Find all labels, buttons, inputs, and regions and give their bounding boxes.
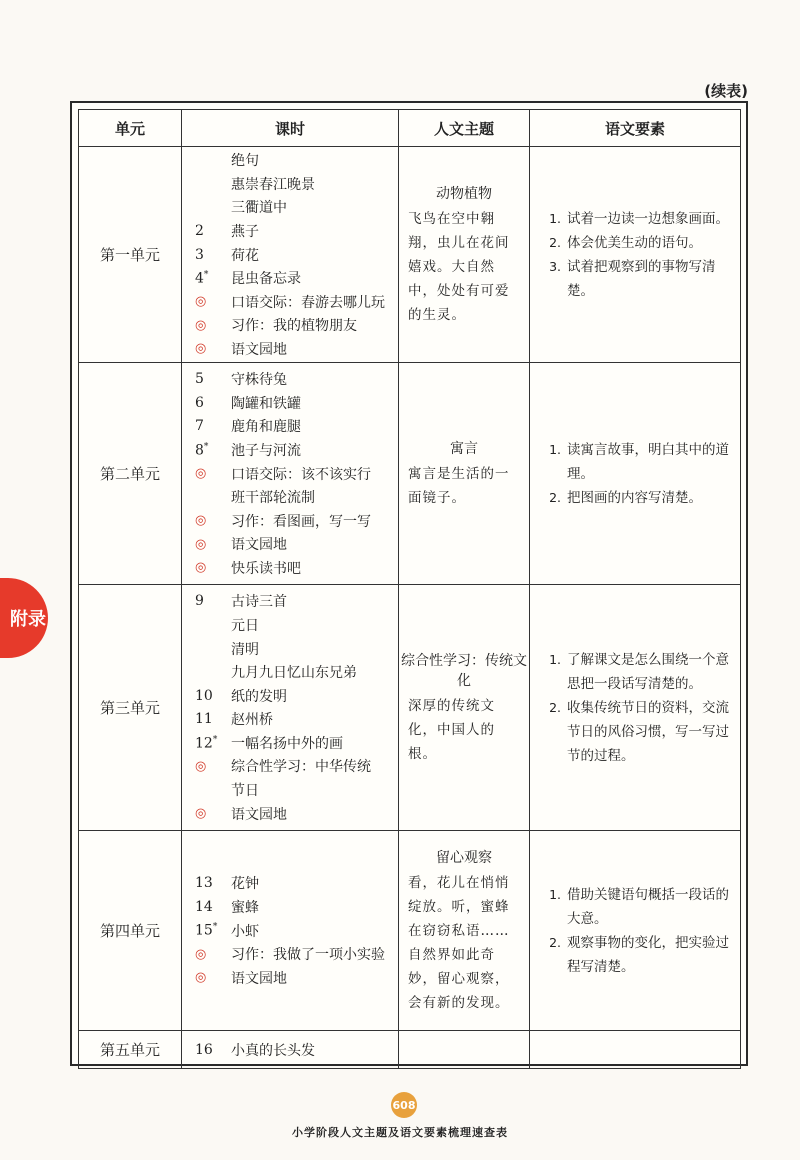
unit-row xyxy=(79,1031,741,1069)
lesson-item xyxy=(183,731,397,755)
lesson-number: 4* xyxy=(195,269,209,287)
lesson-item xyxy=(183,919,397,943)
element-number: 1. xyxy=(549,210,561,226)
lesson-title: 元日 xyxy=(231,617,259,634)
element-number: 2. xyxy=(549,699,561,715)
lesson-item xyxy=(183,966,397,990)
lesson-number: 6 xyxy=(195,394,204,411)
unit-name: 第五单元 xyxy=(79,1031,182,1069)
lesson-title: 一幅名扬中外的画 xyxy=(231,735,343,752)
lesson-item xyxy=(183,266,397,290)
element-number: 1. xyxy=(549,886,561,902)
lesson-title: 习作：看图画，写一写 xyxy=(231,513,371,530)
lesson-title: 池子与河流 xyxy=(231,442,301,459)
lesson-item xyxy=(183,708,397,732)
lesson-number: 7 xyxy=(195,418,204,435)
circle-marker-icon: ◎ xyxy=(195,970,207,986)
lesson-title: 蜜蜂 xyxy=(231,899,259,916)
header-elements: 语文要素 xyxy=(530,110,741,147)
lesson-item xyxy=(183,438,397,462)
lesson-number: 2 xyxy=(195,222,204,239)
lesson-title: 小虾 xyxy=(231,923,259,940)
elements-cell xyxy=(530,585,741,831)
lesson-item xyxy=(183,172,397,196)
circle-marker-icon: ◎ xyxy=(195,513,207,529)
element-number: 2. xyxy=(549,934,561,950)
theme-description: 寓言是生活的一面镜子。 xyxy=(408,465,510,506)
elements-cell xyxy=(530,1031,741,1069)
lesson-item xyxy=(183,290,397,314)
circle-marker-icon: ◎ xyxy=(195,806,207,822)
circle-marker-icon: ◎ xyxy=(195,946,207,962)
element-number: 1. xyxy=(549,651,561,667)
element-item xyxy=(531,438,733,486)
lesson-number: 3 xyxy=(195,246,204,263)
theme-title: 留心观察 xyxy=(436,849,492,866)
lesson-number: 5 xyxy=(195,371,204,388)
lesson-title: 赵州桥 xyxy=(231,712,273,729)
unit-name: 第三单元 xyxy=(79,585,182,831)
lesson-title: 班干部轮流制 xyxy=(231,490,315,507)
lesson-number: 15* xyxy=(195,922,218,939)
lesson-title: 绝句 xyxy=(231,153,259,170)
lesson-title: 口语交际：该不该实行 xyxy=(231,466,371,483)
circle-marker-icon: ◎ xyxy=(195,758,207,774)
curriculum-table xyxy=(78,109,741,1069)
unit-name: 第二单元 xyxy=(79,363,182,585)
appendix-side-tab: 附录 xyxy=(0,578,48,658)
lesson-number: 14 xyxy=(195,898,213,915)
theme-description: 飞鸟在空中翱翔，虫儿在花间嬉戏。大自然中，处处有可爱的生灵。 xyxy=(408,210,510,323)
theme-title: 综合性学习：传统文化 xyxy=(401,652,527,689)
lesson-number: 10 xyxy=(195,687,213,704)
lesson-item xyxy=(183,802,397,826)
lesson-item xyxy=(183,367,397,391)
element-number: 2. xyxy=(549,234,561,250)
lesson-item xyxy=(183,1038,397,1062)
lessons-cell xyxy=(182,147,399,363)
element-item xyxy=(531,696,733,768)
lesson-title: 语文园地 xyxy=(231,341,287,358)
theme-cell xyxy=(399,147,530,363)
element-item xyxy=(531,648,733,696)
lesson-item xyxy=(183,590,397,614)
theme-description: 看，花儿在悄悄绽放。听，蜜蜂在窃窃私语……自然界如此奇妙，留心观察，会有新的发现。 xyxy=(408,874,510,1011)
element-item xyxy=(531,255,733,303)
unit-row xyxy=(79,147,741,363)
lesson-item xyxy=(183,313,397,337)
lesson-number: 12* xyxy=(195,734,218,752)
lesson-title: 习作：我做了一项小实验 xyxy=(231,947,385,964)
lesson-title: 综合性学习：中华传统 xyxy=(231,759,371,776)
element-item xyxy=(531,231,733,255)
unit-row xyxy=(79,831,741,1031)
page-footer: 小学阶段人文主题及语文要素梳理速查表 xyxy=(292,1126,508,1139)
lesson-item xyxy=(183,778,397,802)
element-text: 把图画的内容写清楚。 xyxy=(567,489,702,506)
lesson-title: 鹿角和鹿腿 xyxy=(231,419,301,436)
lesson-title: 习作：我的植物朋友 xyxy=(231,318,357,335)
lesson-item xyxy=(183,337,397,361)
elements-cell xyxy=(530,831,741,1031)
theme-cell xyxy=(399,831,530,1031)
lesson-item xyxy=(183,243,397,267)
optional-star: * xyxy=(203,441,209,452)
table-header-row xyxy=(79,110,741,147)
lesson-number: 11 xyxy=(195,711,213,728)
lesson-item xyxy=(183,219,397,243)
optional-star: * xyxy=(212,922,218,933)
lesson-item xyxy=(183,391,397,415)
element-item xyxy=(531,883,733,931)
theme-cell xyxy=(399,1031,530,1069)
theme-description: 深厚的传统文化，中国人的根。 xyxy=(408,697,495,762)
lesson-title: 节日 xyxy=(231,783,259,800)
lesson-number: 9 xyxy=(195,593,204,610)
element-text: 观察事物的变化，把实验过程写清楚。 xyxy=(567,934,729,975)
lesson-title: 小真的长头发 xyxy=(231,1042,315,1059)
lesson-number: 13 xyxy=(195,875,213,892)
lesson-title: 语文园地 xyxy=(231,537,287,554)
circle-marker-icon: ◎ xyxy=(195,317,207,333)
lesson-title: 陶罐和铁罐 xyxy=(231,395,301,412)
lesson-title: 语文园地 xyxy=(231,806,287,823)
unit-row xyxy=(79,585,741,831)
lesson-item xyxy=(183,942,397,966)
lesson-title: 惠崇春江晚景 xyxy=(231,176,315,193)
lessons-cell xyxy=(182,363,399,585)
theme-cell xyxy=(399,363,530,585)
element-item xyxy=(531,207,733,231)
element-text: 了解课文是怎么围绕一个意思把一段话写清楚的。 xyxy=(567,651,729,692)
lesson-item xyxy=(183,613,397,637)
element-text: 试着把观察到的事物写清楚。 xyxy=(567,258,716,299)
lesson-title: 九月九日忆山东兄弟 xyxy=(231,665,357,682)
element-item xyxy=(531,931,733,979)
element-text: 读寓言故事，明白其中的道理。 xyxy=(567,441,729,482)
lesson-item xyxy=(183,148,397,172)
optional-star: * xyxy=(203,269,209,280)
lesson-title: 守株待兔 xyxy=(231,372,287,389)
lesson-title: 口语交际：春游去哪儿玩 xyxy=(231,294,385,311)
element-number: 1. xyxy=(549,441,561,457)
lesson-item xyxy=(183,755,397,779)
header-theme: 人文主题 xyxy=(399,110,530,147)
theme-title: 寓言 xyxy=(450,440,478,457)
elements-cell xyxy=(530,363,741,585)
lesson-number: 16 xyxy=(195,1041,213,1058)
elements-cell xyxy=(530,147,741,363)
header-unit: 单元 xyxy=(79,110,182,147)
lesson-title: 三衢道中 xyxy=(231,200,287,217)
lesson-item xyxy=(183,684,397,708)
header-lessons: 课时 xyxy=(182,110,399,147)
unit-row xyxy=(79,363,741,585)
lesson-item xyxy=(183,872,397,896)
element-text: 借助关键语句概括一段话的大意。 xyxy=(567,886,729,927)
element-text: 试着一边读一边想象画面。 xyxy=(567,210,729,227)
page-number: 608 xyxy=(391,1092,417,1118)
lesson-title: 花钟 xyxy=(231,876,259,893)
lesson-title: 清明 xyxy=(231,641,259,658)
element-number: 3. xyxy=(549,258,561,274)
lesson-item xyxy=(183,532,397,556)
element-item xyxy=(531,486,733,510)
lesson-title: 荷花 xyxy=(231,247,259,264)
lesson-item xyxy=(183,196,397,220)
lesson-item xyxy=(183,462,397,486)
element-number: 2. xyxy=(549,489,561,505)
lesson-item xyxy=(183,485,397,509)
circle-marker-icon: ◎ xyxy=(195,341,207,357)
lesson-item xyxy=(183,415,397,439)
lesson-title: 纸的发明 xyxy=(231,688,287,705)
lesson-item xyxy=(183,637,397,661)
optional-star: * xyxy=(212,734,218,745)
lesson-title: 燕子 xyxy=(231,223,259,240)
lessons-cell xyxy=(182,1031,399,1069)
lesson-title: 古诗三首 xyxy=(231,594,287,611)
element-text: 收集传统节日的资料，交流节日的风俗习惯，写一写过节的过程。 xyxy=(567,699,729,764)
lesson-item xyxy=(183,556,397,580)
circle-marker-icon: ◎ xyxy=(195,560,207,576)
lessons-cell xyxy=(182,831,399,1031)
circle-marker-icon: ◎ xyxy=(195,466,207,481)
lesson-number: 8* xyxy=(195,441,209,459)
lesson-item xyxy=(183,509,397,533)
lesson-item xyxy=(183,895,397,919)
theme-title: 动物植物 xyxy=(436,185,492,202)
circle-marker-icon: ◎ xyxy=(195,536,207,552)
continued-label: (续表) xyxy=(704,82,748,100)
lesson-title: 语文园地 xyxy=(231,970,287,987)
curriculum-table-frame xyxy=(70,101,748,1066)
element-text: 体会优美生动的语句。 xyxy=(567,234,702,251)
unit-name: 第一单元 xyxy=(79,147,182,363)
circle-marker-icon: ◎ xyxy=(195,294,207,310)
lesson-title: 昆虫备忘录 xyxy=(231,271,301,288)
unit-name: 第四单元 xyxy=(79,831,182,1031)
lessons-cell xyxy=(182,585,399,831)
lesson-title: 快乐读书吧 xyxy=(231,560,301,577)
lesson-item xyxy=(183,660,397,684)
theme-cell xyxy=(399,585,530,831)
